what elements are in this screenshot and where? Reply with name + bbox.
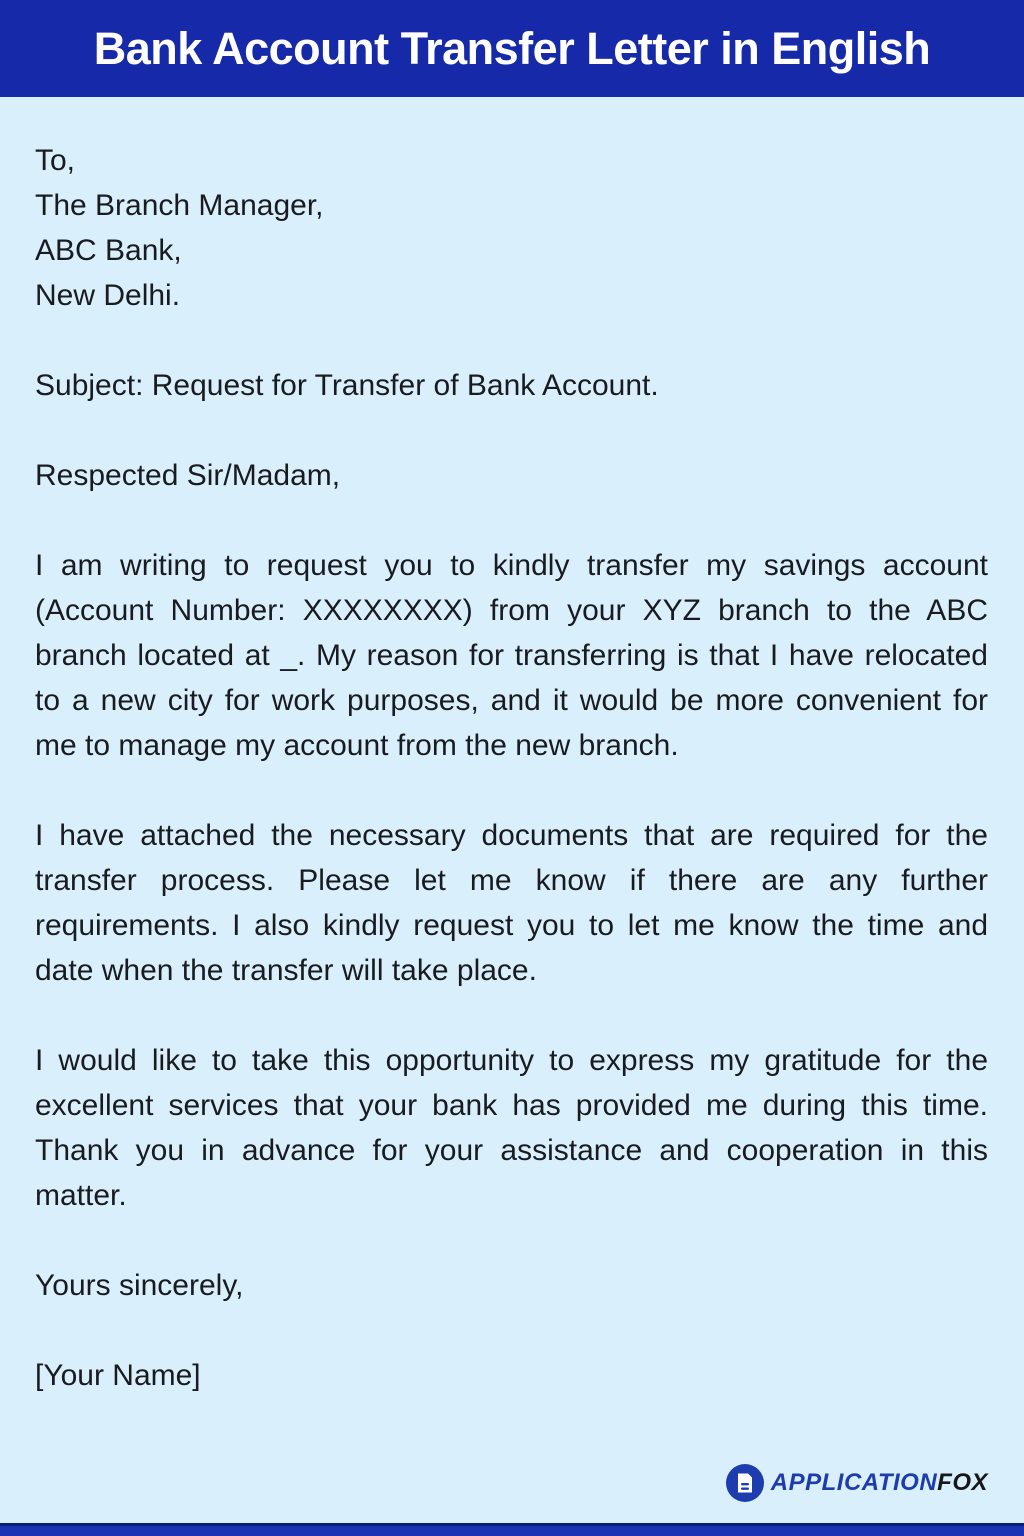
paragraph-gratitude: I would like to take this opportunity to express my gratitude for the excellent services that your bank has provided me during this time. Thank you in advance for your assistance and cooperation in this matter.: [35, 1044, 988, 1212]
address-line-to: To,: [35, 144, 76, 177]
recipient-address-block: [35, 138, 988, 318]
paragraph-request: I am writing to request you to kindly transfer my savings account (Account Number: XXXXXXXX) from your XYZ branch to the ABC branch located at _. My reason for transferring is that I have relocated to a new city for work purposes, and it would be more convenient for me to manage my account from the new branch.: [35, 549, 988, 762]
salutation: Respected Sir/Madam,: [35, 459, 341, 492]
address-line-branch-manager: The Branch Manager,: [35, 189, 324, 222]
title-banner: [0, 0, 1024, 97]
subject-line: Subject: Request for Transfer of Bank Account.: [35, 369, 659, 402]
closing: Yours sincerely,: [35, 1269, 244, 1302]
bottom-accent-bar: [0, 1523, 1024, 1536]
applicationfox-logo: [726, 1464, 988, 1502]
document-icon: [726, 1464, 764, 1502]
page-title: Bank Account Transfer Letter in English: [93, 22, 931, 74]
signature-placeholder: [Your Name]: [35, 1359, 201, 1392]
letter-body: [35, 97, 988, 1398]
brand-name: [771, 1469, 988, 1497]
brand-name-application: APPLICATION: [770, 1469, 938, 1496]
brand-name-fox: FOX: [937, 1469, 988, 1496]
paragraph-documents: I have attached the necessary documents that are required for the transfer process. Please let me know if there are any further requirements. I also kindly request you to let me know the time and date when the transfer will take place.: [35, 819, 988, 987]
address-line-city: New Delhi.: [35, 279, 181, 312]
address-line-bank: ABC Bank,: [35, 234, 182, 267]
